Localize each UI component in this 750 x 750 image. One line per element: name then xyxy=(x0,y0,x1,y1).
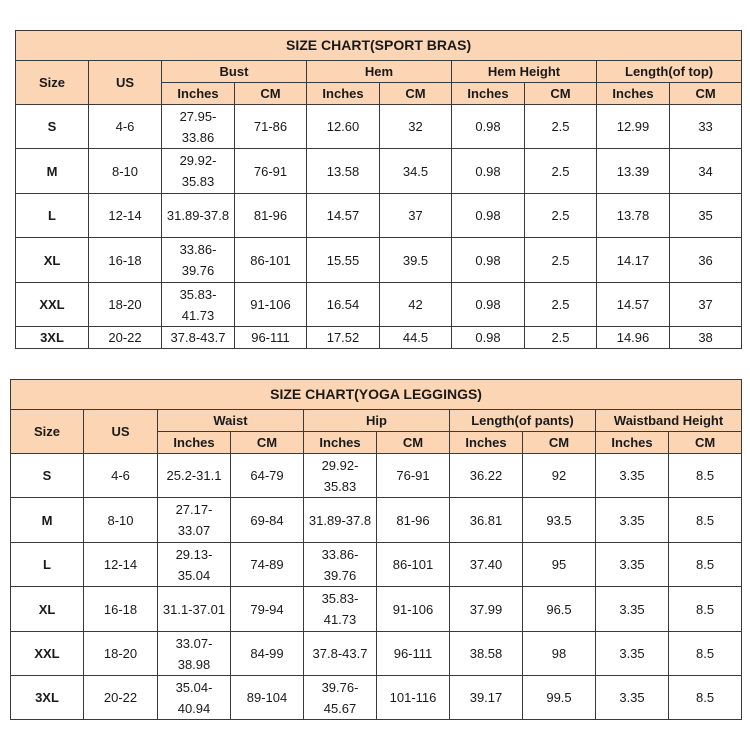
subheader-inches: Inches xyxy=(596,432,669,454)
table-cell: 8.5 xyxy=(669,454,742,498)
table-cell: 3.35 xyxy=(596,498,669,543)
table-cell: 13.78 xyxy=(597,194,670,238)
table-row xyxy=(11,676,742,720)
table-row xyxy=(11,587,742,632)
table-row xyxy=(11,543,742,587)
table-cell: 93.5 xyxy=(523,498,596,543)
table-cell: 0.98 xyxy=(452,327,525,349)
table-cell: 3.35 xyxy=(596,587,669,632)
column-header-size: Size xyxy=(16,61,89,105)
table-cell: 27.95-33.86 xyxy=(162,105,235,149)
table-cell: 29.92-35.83 xyxy=(162,149,235,194)
table-cell: 31.1-37.01 xyxy=(158,587,231,632)
column-header-us: US xyxy=(89,61,162,105)
table-cell: 31.89-37.8 xyxy=(304,498,377,543)
table-cell: 79-94 xyxy=(231,587,304,632)
table-cell: 96.5 xyxy=(523,587,596,632)
table-cell: 39.17 xyxy=(450,676,523,720)
table-row xyxy=(16,238,742,283)
table-cell: 0.98 xyxy=(452,238,525,283)
column-group-hem-height: Hem Height xyxy=(452,61,597,83)
table-cell: 95 xyxy=(523,543,596,587)
table-cell: 14.57 xyxy=(597,283,670,327)
table-title: SIZE CHART(SPORT BRAS) xyxy=(16,31,742,61)
table-cell: 18-20 xyxy=(84,632,158,676)
table-cell: 37.99 xyxy=(450,587,523,632)
table-cell: 37.8-43.7 xyxy=(304,632,377,676)
table-title: SIZE CHART(YOGA LEGGINGS) xyxy=(11,380,742,410)
size-cell: 3XL xyxy=(16,327,89,349)
table-row xyxy=(16,327,742,349)
table-cell: 8.5 xyxy=(669,632,742,676)
size-cell: XXL xyxy=(16,283,89,327)
table-row xyxy=(16,149,742,194)
yoga-leggings-size-table xyxy=(10,379,742,720)
subheader-inches: Inches xyxy=(304,432,377,454)
subheader-cm: CM xyxy=(231,432,304,454)
column-group-length-pants: Length(of pants) xyxy=(450,410,596,432)
table-cell: 14.57 xyxy=(307,194,380,238)
table-cell: 101-116 xyxy=(377,676,450,720)
table-cell: 37 xyxy=(380,194,452,238)
table-cell: 64-79 xyxy=(231,454,304,498)
table-cell: 16-18 xyxy=(84,587,158,632)
table-cell: 12-14 xyxy=(84,543,158,587)
table-cell: 33.86-39.76 xyxy=(304,543,377,587)
table-cell: 86-101 xyxy=(377,543,450,587)
table-cell: 84-99 xyxy=(231,632,304,676)
table-cell: 39.5 xyxy=(380,238,452,283)
table-cell: 42 xyxy=(380,283,452,327)
table-cell: 2.5 xyxy=(525,327,597,349)
column-header-size: Size xyxy=(11,410,84,454)
subheader-inches: Inches xyxy=(307,83,380,105)
table-cell: 20-22 xyxy=(89,327,162,349)
subheader-cm: CM xyxy=(670,83,742,105)
table-cell: 2.5 xyxy=(525,238,597,283)
subheader-cm: CM xyxy=(377,432,450,454)
table-cell: 76-91 xyxy=(235,149,307,194)
table-cell: 13.39 xyxy=(597,149,670,194)
table-cell: 91-106 xyxy=(377,587,450,632)
table-cell: 36.22 xyxy=(450,454,523,498)
table-row xyxy=(11,454,742,498)
column-group-bust: Bust xyxy=(162,61,307,83)
subheader-inches: Inches xyxy=(162,83,235,105)
sport-bras-size-table xyxy=(15,30,742,349)
table-cell: 37 xyxy=(670,283,742,327)
table-cell: 13.58 xyxy=(307,149,380,194)
table-cell: 0.98 xyxy=(452,194,525,238)
subheader-cm: CM xyxy=(380,83,452,105)
table-cell: 14.17 xyxy=(597,238,670,283)
table-cell: 35 xyxy=(670,194,742,238)
table-cell: 2.5 xyxy=(525,194,597,238)
table-cell: 8.5 xyxy=(669,587,742,632)
table-cell: 2.5 xyxy=(525,105,597,149)
column-group-hem: Hem xyxy=(307,61,452,83)
table-cell: 69-84 xyxy=(231,498,304,543)
table-row xyxy=(11,498,742,543)
size-cell: XL xyxy=(16,238,89,283)
size-cell: M xyxy=(16,149,89,194)
table-cell: 38 xyxy=(670,327,742,349)
table-cell: 36 xyxy=(670,238,742,283)
table-cell: 12-14 xyxy=(89,194,162,238)
table-cell: 29.13-35.04 xyxy=(158,543,231,587)
size-cell: 3XL xyxy=(11,676,84,720)
table-cell: 16-18 xyxy=(89,238,162,283)
size-cell: M xyxy=(11,498,84,543)
subheader-inches: Inches xyxy=(452,83,525,105)
table-cell: 81-96 xyxy=(235,194,307,238)
subheader-cm: CM xyxy=(669,432,742,454)
table-cell: 71-86 xyxy=(235,105,307,149)
table-cell: 3.35 xyxy=(596,676,669,720)
subheader-cm: CM xyxy=(235,83,307,105)
table-cell: 8.5 xyxy=(669,676,742,720)
table-cell: 3.35 xyxy=(596,454,669,498)
table-cell: 12.60 xyxy=(307,105,380,149)
table-cell: 38.58 xyxy=(450,632,523,676)
table-cell: 25.2-31.1 xyxy=(158,454,231,498)
table-cell: 2.5 xyxy=(525,283,597,327)
table-cell: 96-111 xyxy=(377,632,450,676)
table-cell: 33.07-38.98 xyxy=(158,632,231,676)
table-cell: 89-104 xyxy=(231,676,304,720)
table-cell: 15.55 xyxy=(307,238,380,283)
table-cell: 33.86-39.76 xyxy=(162,238,235,283)
subheader-inches: Inches xyxy=(158,432,231,454)
table-cell: 18-20 xyxy=(89,283,162,327)
table-cell: 81-96 xyxy=(377,498,450,543)
table-cell: 2.5 xyxy=(525,149,597,194)
subheader-cm: CM xyxy=(525,83,597,105)
column-group-waistband-height: Waistband Height xyxy=(596,410,742,432)
column-group-hip: Hip xyxy=(304,410,450,432)
size-cell: S xyxy=(11,454,84,498)
table-cell: 32 xyxy=(380,105,452,149)
table-cell: 34 xyxy=(670,149,742,194)
table-row xyxy=(16,105,742,149)
column-group-length-top: Length(of top) xyxy=(597,61,742,83)
table-cell: 0.98 xyxy=(452,149,525,194)
table-cell: 37.8-43.7 xyxy=(162,327,235,349)
size-cell: XXL xyxy=(11,632,84,676)
table-cell: 8.5 xyxy=(669,543,742,587)
table-cell: 99.5 xyxy=(523,676,596,720)
table-cell: 12.99 xyxy=(597,105,670,149)
table-cell: 27.17-33.07 xyxy=(158,498,231,543)
subheader-inches: Inches xyxy=(450,432,523,454)
table-row xyxy=(16,194,742,238)
table-cell: 0.98 xyxy=(452,105,525,149)
table-cell: 0.98 xyxy=(452,283,525,327)
table-cell: 4-6 xyxy=(89,105,162,149)
table-cell: 34.5 xyxy=(380,149,452,194)
table-cell: 33 xyxy=(670,105,742,149)
table-cell: 14.96 xyxy=(597,327,670,349)
table-cell: 35.83-41.73 xyxy=(162,283,235,327)
table-cell: 92 xyxy=(523,454,596,498)
table-cell: 91-106 xyxy=(235,283,307,327)
table-cell: 98 xyxy=(523,632,596,676)
table-cell: 44.5 xyxy=(380,327,452,349)
table-cell: 8-10 xyxy=(84,498,158,543)
table-cell: 76-91 xyxy=(377,454,450,498)
size-cell: L xyxy=(16,194,89,238)
subheader-inches: Inches xyxy=(597,83,670,105)
table-cell: 4-6 xyxy=(84,454,158,498)
table-cell: 74-89 xyxy=(231,543,304,587)
table-cell: 3.35 xyxy=(596,632,669,676)
table-cell: 35.04-40.94 xyxy=(158,676,231,720)
table-cell: 16.54 xyxy=(307,283,380,327)
table-cell: 31.89-37.8 xyxy=(162,194,235,238)
table-cell: 3.35 xyxy=(596,543,669,587)
table-cell: 8.5 xyxy=(669,498,742,543)
column-header-us: US xyxy=(84,410,158,454)
size-cell: S xyxy=(16,105,89,149)
table-cell: 37.40 xyxy=(450,543,523,587)
table-cell: 96-111 xyxy=(235,327,307,349)
subheader-cm: CM xyxy=(523,432,596,454)
table-cell: 29.92-35.83 xyxy=(304,454,377,498)
table-cell: 20-22 xyxy=(84,676,158,720)
table-row xyxy=(11,632,742,676)
size-cell: L xyxy=(11,543,84,587)
table-cell: 8-10 xyxy=(89,149,162,194)
table-row xyxy=(16,283,742,327)
table-cell: 39.76-45.67 xyxy=(304,676,377,720)
column-group-waist: Waist xyxy=(158,410,304,432)
size-cell: XL xyxy=(11,587,84,632)
table-cell: 36.81 xyxy=(450,498,523,543)
table-cell: 86-101 xyxy=(235,238,307,283)
table-cell: 35.83-41.73 xyxy=(304,587,377,632)
table-cell: 17.52 xyxy=(307,327,380,349)
